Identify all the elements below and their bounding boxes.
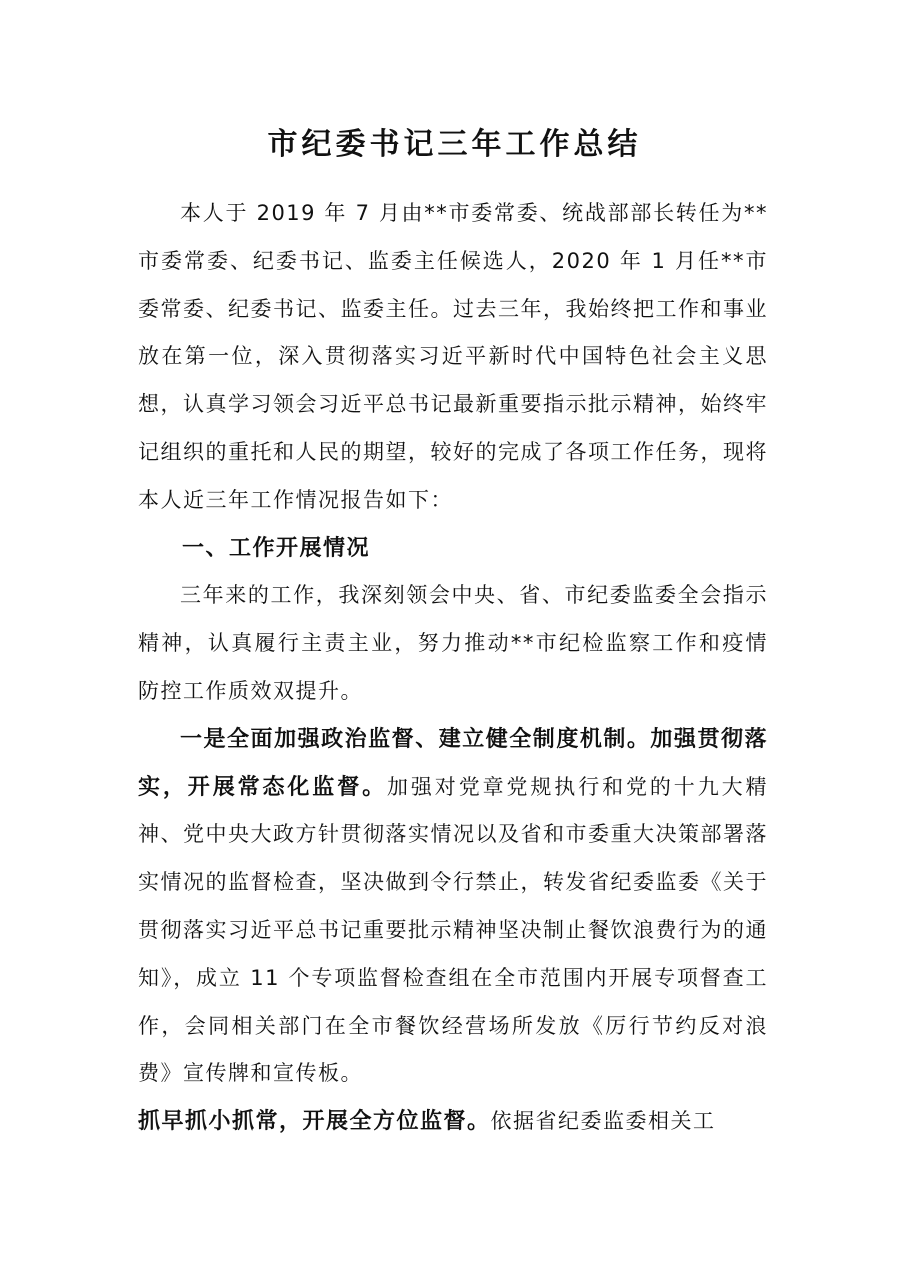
point-one-continued xyxy=(138,1098,768,1146)
point-one-text-2: 依据省纪委监委相关工 xyxy=(490,1109,716,1134)
document-body xyxy=(138,190,768,1146)
section-heading: 一、工作开展情况 xyxy=(182,535,371,561)
section-intro-paragraph: 三年来的工作，我深刻领会中央、省、市纪委监委全会指示精神，认真履行主责主业，努力推动**市纪检监察工作和疫情防控工作质效双提升。 xyxy=(138,583,768,703)
point-one-title: 一是全面加强政治监督、建立健全制度机制。 xyxy=(180,726,651,752)
point-one-subheading: 加强贯彻落实，开展常态化监督。 xyxy=(138,726,768,800)
point-one-subheading-2: 抓早抓小抓常，开展全方位监督。 xyxy=(138,1109,491,1135)
point-one-text: 加强对党章党规执行和党的十九大精神、党中央大政方针贯彻落实情况以及省和市委重大决策部署落实情况的监督检查，坚决做到令行禁止，转发省纪委监委《关于贯彻落实习近平总书记重要批示精神坚决制止餐饮浪费行为的通知》，成立 11 个专项监督检查组在全市范围内开展专项督查工作，会同相关部门在全市餐饮经营场所发放《厉行节约反对浪费》宣传牌和宣传板。 xyxy=(138,774,768,1086)
point-one-paragraph xyxy=(138,716,768,1098)
document-title: 市纪委书记三年工作总结 xyxy=(267,127,642,162)
intro-paragraph: 本人于 2019 年 7 月由**市委常委、统战部部长转任为**市委常委、纪委书记、监委主任候选人，2020 年 1 月任**市委常委、纪委书记、监委主任。过去三年，我始终把工作和事业放在第一位，深入贯彻落实习近平新时代中国特色社会主义思想，认真学习领会习近平总书记最新重要指示批示精神，始终牢记组织的重托和人民的期望，较好的完成了各项工作任务，现将本人近三年工作情况报告如下： xyxy=(138,201,768,512)
